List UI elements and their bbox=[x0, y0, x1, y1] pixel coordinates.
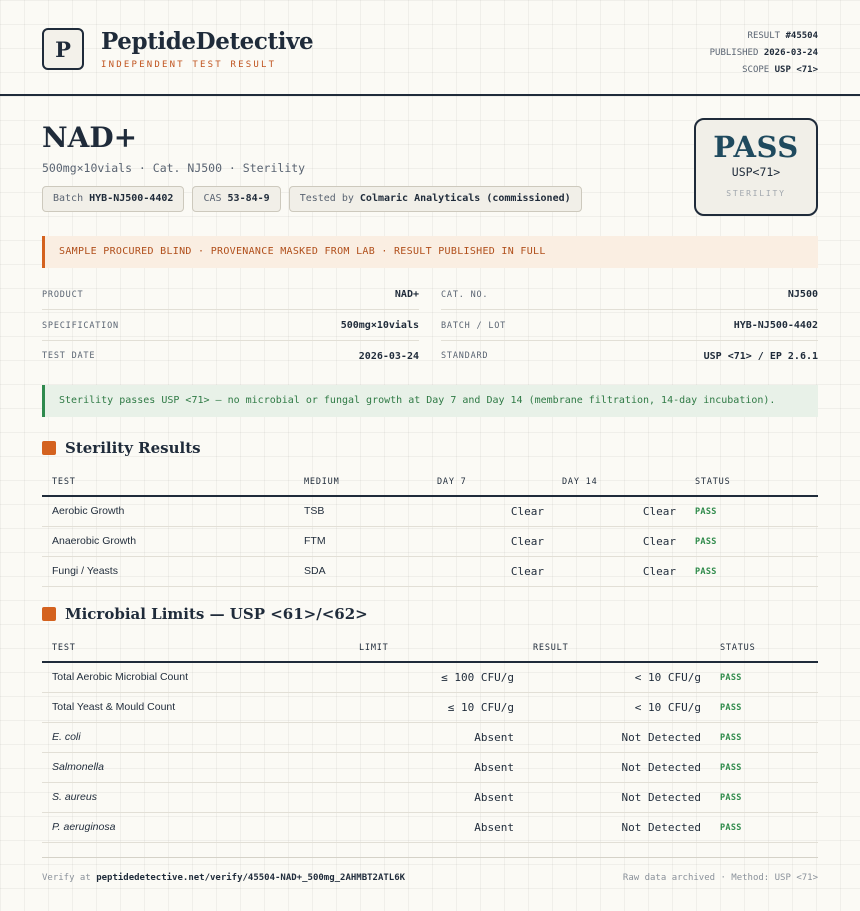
footer-archive-note: Raw data archived · Method: USP <71> bbox=[622, 873, 818, 883]
header-divider bbox=[0, 94, 860, 96]
col-status: STATUS bbox=[720, 643, 756, 653]
result: < 10 CFU/g bbox=[634, 701, 701, 714]
limit: Absent bbox=[474, 821, 514, 834]
batch-chip-value: HYB-NJ500-4402 bbox=[89, 193, 174, 204]
info-standard-label: STANDARD bbox=[441, 351, 489, 361]
status-badge: PASS bbox=[720, 823, 742, 833]
status-badge: PASS bbox=[720, 763, 742, 773]
result-number: #45504 bbox=[785, 31, 818, 41]
verdict-badge bbox=[694, 118, 818, 216]
info-catno bbox=[441, 280, 818, 310]
scope-value: USP <71> bbox=[774, 65, 818, 75]
status-badge: PASS bbox=[720, 793, 742, 803]
info-date bbox=[42, 341, 419, 371]
product-title: NAD+ bbox=[42, 121, 138, 154]
cas-chip bbox=[192, 186, 280, 212]
table-row bbox=[42, 527, 818, 557]
test-name: Anaerobic Growth bbox=[52, 535, 137, 547]
info-product-value: NAD+ bbox=[394, 289, 419, 300]
status-badge: PASS bbox=[720, 673, 742, 683]
table-row bbox=[42, 813, 818, 843]
verdict-scope: STERILITY bbox=[726, 189, 786, 198]
logo-mark: P bbox=[42, 28, 84, 70]
cas-chip-label: CAS bbox=[203, 193, 222, 204]
status-badge: PASS bbox=[720, 733, 742, 743]
result: Not Detected bbox=[621, 761, 701, 774]
test-name: Aerobic Growth bbox=[52, 505, 125, 517]
info-spec-value: 500mg×10vials bbox=[340, 320, 419, 331]
day7-result: Clear bbox=[510, 505, 544, 518]
test-name: P. aeruginosa bbox=[52, 821, 116, 833]
limit: Absent bbox=[474, 761, 514, 774]
result-meta bbox=[710, 28, 818, 79]
medium: TSB bbox=[304, 505, 325, 517]
test-name: S. aureus bbox=[52, 791, 97, 803]
table-row bbox=[42, 557, 818, 587]
test-name: Total Aerobic Microbial Count bbox=[52, 671, 188, 683]
sterility-table-header bbox=[42, 468, 818, 497]
col-test: TEST bbox=[52, 643, 76, 653]
section-marker-icon bbox=[42, 607, 56, 621]
col-limit: LIMIT bbox=[359, 643, 389, 653]
info-spec-label: SPECIFICATION bbox=[42, 320, 119, 331]
verify-line bbox=[42, 873, 405, 883]
limit: Absent bbox=[474, 731, 514, 744]
info-batch-label: BATCH / LOT bbox=[441, 320, 507, 331]
table-row bbox=[42, 497, 818, 527]
test-name: E. coli bbox=[52, 731, 81, 743]
verify-prefix: Verify at bbox=[42, 873, 91, 883]
summary-notice: Sterility passes USP <71> — no microbial or fungal growth at Day 7 and Day 14 (membrane filtration, 14-day incubation). bbox=[42, 385, 818, 417]
day14-result: Clear bbox=[642, 565, 676, 578]
day7-result: Clear bbox=[510, 535, 544, 548]
info-standard bbox=[441, 341, 818, 371]
brand-name: PeptideDetective bbox=[101, 28, 314, 55]
limit: Absent bbox=[474, 791, 514, 804]
info-spec bbox=[42, 311, 419, 341]
tested-by-label: Tested by bbox=[299, 193, 354, 204]
section-marker-icon bbox=[42, 441, 56, 455]
table-row bbox=[42, 693, 818, 723]
batch-chip bbox=[42, 186, 184, 212]
brand-tagline: INDEPENDENT TEST RESULT bbox=[101, 60, 277, 70]
day14-result: Clear bbox=[642, 505, 676, 518]
footer-divider bbox=[42, 857, 818, 858]
scope-label: SCOPE bbox=[742, 65, 770, 75]
medium: FTM bbox=[304, 535, 326, 547]
published-date: 2026-03-24 bbox=[763, 48, 818, 58]
col-day14: DAY 14 bbox=[562, 477, 598, 487]
limit: ≤ 10 CFU/g bbox=[447, 701, 514, 714]
info-date-value: 2026-03-24 bbox=[358, 350, 419, 362]
blind-procurement-notice: SAMPLE PROCURED BLIND · PROVENANCE MASKED FROM LAB · RESULT PUBLISHED IN FULL bbox=[42, 236, 818, 268]
sterility-table bbox=[42, 468, 818, 587]
medium: SDA bbox=[304, 565, 326, 577]
info-catno-value: NJ500 bbox=[787, 289, 818, 300]
product-chips bbox=[42, 186, 582, 212]
info-batch-value: HYB-NJ500-4402 bbox=[733, 320, 818, 331]
col-day7: DAY 7 bbox=[437, 477, 467, 487]
published-label: PUBLISHED bbox=[709, 48, 759, 58]
info-standard-value: USP <71> / EP 2.6.1 bbox=[703, 350, 818, 362]
test-name: Salmonella bbox=[52, 761, 104, 773]
status-badge: PASS bbox=[720, 703, 742, 713]
col-test: TEST bbox=[52, 477, 76, 487]
verdict-word: PASS bbox=[713, 130, 799, 164]
table-row bbox=[42, 753, 818, 783]
result-label: RESULT bbox=[747, 31, 781, 41]
info-product-label: PRODUCT bbox=[42, 289, 84, 300]
result: < 10 CFU/g bbox=[634, 671, 701, 684]
test-name: Fungi / Yeasts bbox=[52, 565, 118, 577]
limit: ≤ 100 CFU/g bbox=[441, 671, 514, 684]
microbial-table-header bbox=[42, 634, 818, 663]
info-batch bbox=[441, 311, 818, 341]
status-badge: PASS bbox=[695, 567, 717, 577]
day7-result: Clear bbox=[510, 565, 544, 578]
batch-chip-label: Batch bbox=[53, 193, 84, 204]
status-badge: PASS bbox=[695, 537, 717, 547]
verify-link[interactable]: peptidedetective.net/verify/45504-NAD+_500mg_2AHMBT2ATL6K bbox=[96, 873, 406, 883]
product-subtitle: 500mg×10vials · Cat. NJ500 · Sterility bbox=[42, 161, 306, 175]
info-date-label: TEST DATE bbox=[42, 351, 96, 361]
microbial-section-title: Microbial Limits — USP <61>/<62> bbox=[65, 605, 368, 623]
table-row bbox=[42, 783, 818, 813]
result: Not Detected bbox=[621, 791, 701, 804]
col-result: RESULT bbox=[533, 643, 569, 653]
cas-chip-value: 53-84-9 bbox=[227, 193, 270, 204]
col-medium: MEDIUM bbox=[304, 477, 340, 487]
result: Not Detected bbox=[621, 821, 701, 834]
verdict-standard: USP<71> bbox=[731, 165, 781, 179]
day14-result: Clear bbox=[642, 535, 676, 548]
info-catno-label: CAT. NO. bbox=[441, 289, 489, 300]
tested-by-value: Colmaric Analyticals (commissioned) bbox=[359, 193, 571, 204]
result: Not Detected bbox=[621, 731, 701, 744]
tested-by-chip bbox=[289, 186, 582, 212]
sterility-section-title: Sterility Results bbox=[65, 439, 201, 457]
table-row bbox=[42, 663, 818, 693]
microbial-section-header bbox=[42, 605, 368, 623]
table-row bbox=[42, 723, 818, 753]
status-badge: PASS bbox=[695, 507, 717, 517]
sterility-section-header bbox=[42, 439, 201, 457]
microbial-table bbox=[42, 634, 818, 843]
col-status: STATUS bbox=[695, 477, 731, 487]
test-name: Total Yeast & Mould Count bbox=[52, 701, 176, 713]
info-product bbox=[42, 280, 419, 310]
